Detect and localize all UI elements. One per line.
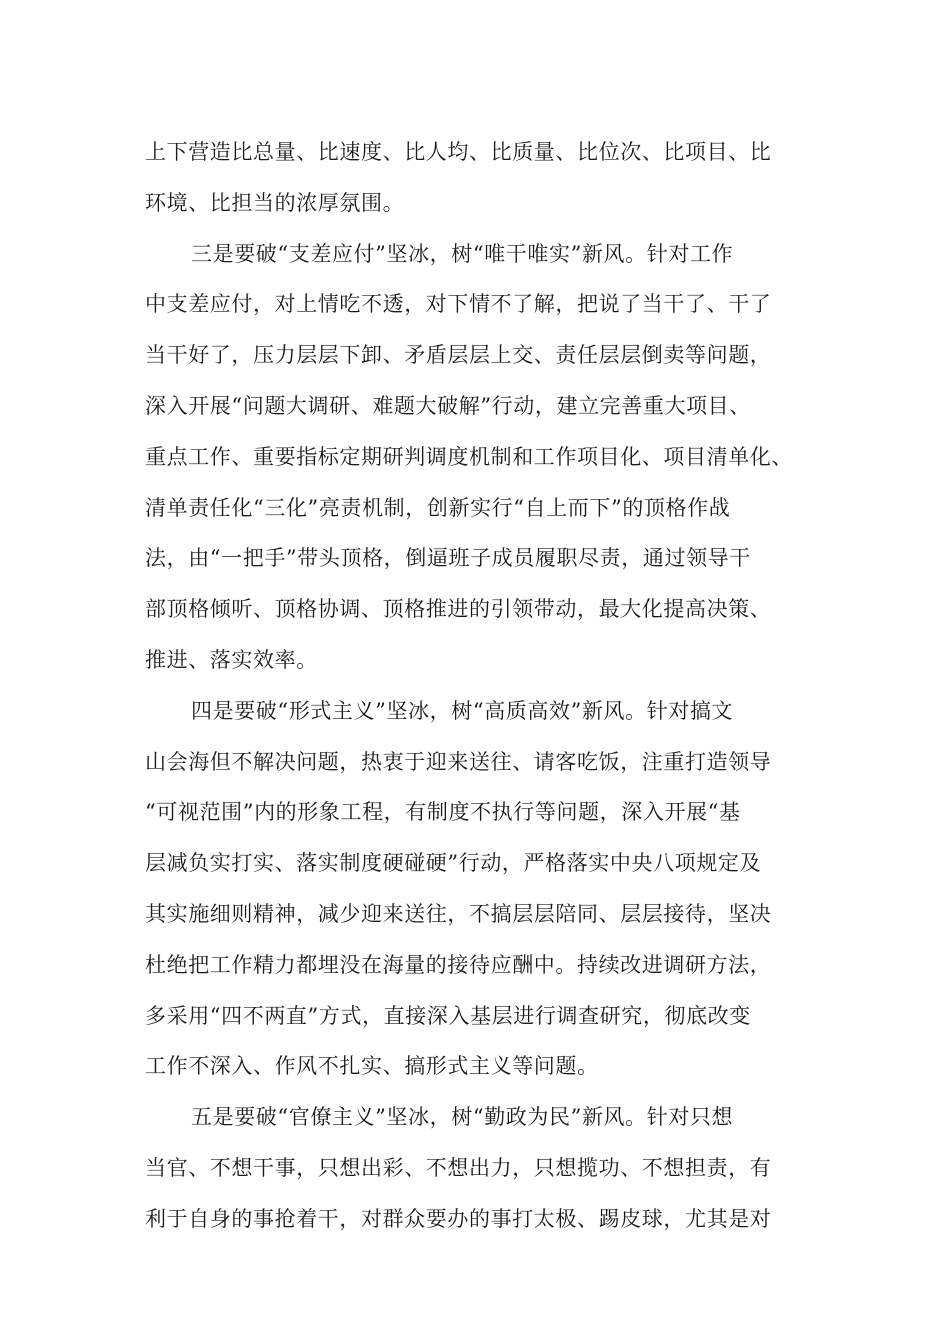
text-line: 山会海但不解决问题，热衷于迎来送往、请客吃饭，注重打造领导 <box>145 749 772 774</box>
text-line: 工作不深入、作风不扎实、搞形式主义等问题。 <box>145 1054 599 1079</box>
paragraph-1 <box>145 127 810 229</box>
text-line: 清单责任化“三化”亮责机制，创新实行“自上而下”的顶格作战 <box>145 495 731 520</box>
paragraph-4 <box>145 1092 810 1244</box>
text-line: 层减负实打实、落实制度硬碰硬”行动，严格落实中央八项规定及 <box>145 851 762 876</box>
text-line: 其实施细则精神，减少迎来送往，不搞层层陪同、层层接待，坚决 <box>145 901 772 926</box>
text-line: 法，由“一把手”带头顶格，倒逼班子成员履职尽责，通过领导干 <box>145 546 751 571</box>
text-line: 深入开展“问题大调研、难题大破解”行动，建立完善重大项目、 <box>145 393 751 418</box>
text-line: 四是要破“形式主义”坚冰，树“高质高效”新风。针对搞文 <box>191 698 734 723</box>
text-line: 三是要破“支差应付”坚冰，树“唯干唯实”新风。针对工作 <box>191 241 734 266</box>
body-text <box>145 127 810 1245</box>
text-line: 重点工作、重要指标定期研判调度机制和工作项目化、项目清单化、 <box>145 444 793 469</box>
text-line: 当官、不想干事，只想出彩、不想出力，只想揽功、不想担责，有 <box>145 1155 772 1180</box>
text-line: 部顶格倾听、顶格协调、顶格推进的引领带动，最大化提高决策、 <box>145 597 772 622</box>
text-line: 当干好了，压力层层下卸、矛盾层层上交、责任层层倒卖等问题， <box>145 343 772 368</box>
text-line: 杜绝把工作精力都埋没在海量的接待应酬中。持续改进调研方法， <box>145 952 772 977</box>
text-line: 推进、落实效率。 <box>145 647 318 672</box>
text-line: 中支差应付，对上情吃不透，对下情不了解，把说了当干了、干了 <box>145 292 772 317</box>
text-line: 五是要破“官僚主义”坚冰，树“勤政为民”新风。针对只想 <box>191 1105 734 1130</box>
paragraph-3 <box>145 686 810 1092</box>
text-line: 上下营造比总量、比速度、比人均、比质量、比位次、比项目、比 <box>145 140 772 164</box>
text-line: 多采用“四不两直”方式，直接深入基层进行调查研究，彻底改变 <box>145 1003 751 1028</box>
text-line: “可视范围”内的形象工程，有制度不执行等问题，深入开展“基 <box>145 800 741 825</box>
paragraph-2 <box>145 229 810 686</box>
text-line: 利于自身的事抢着干，对群众要办的事打太极、踢皮球，尤其是对 <box>145 1206 772 1231</box>
text-line: 环境、比担当的浓厚氛围。 <box>145 190 405 215</box>
